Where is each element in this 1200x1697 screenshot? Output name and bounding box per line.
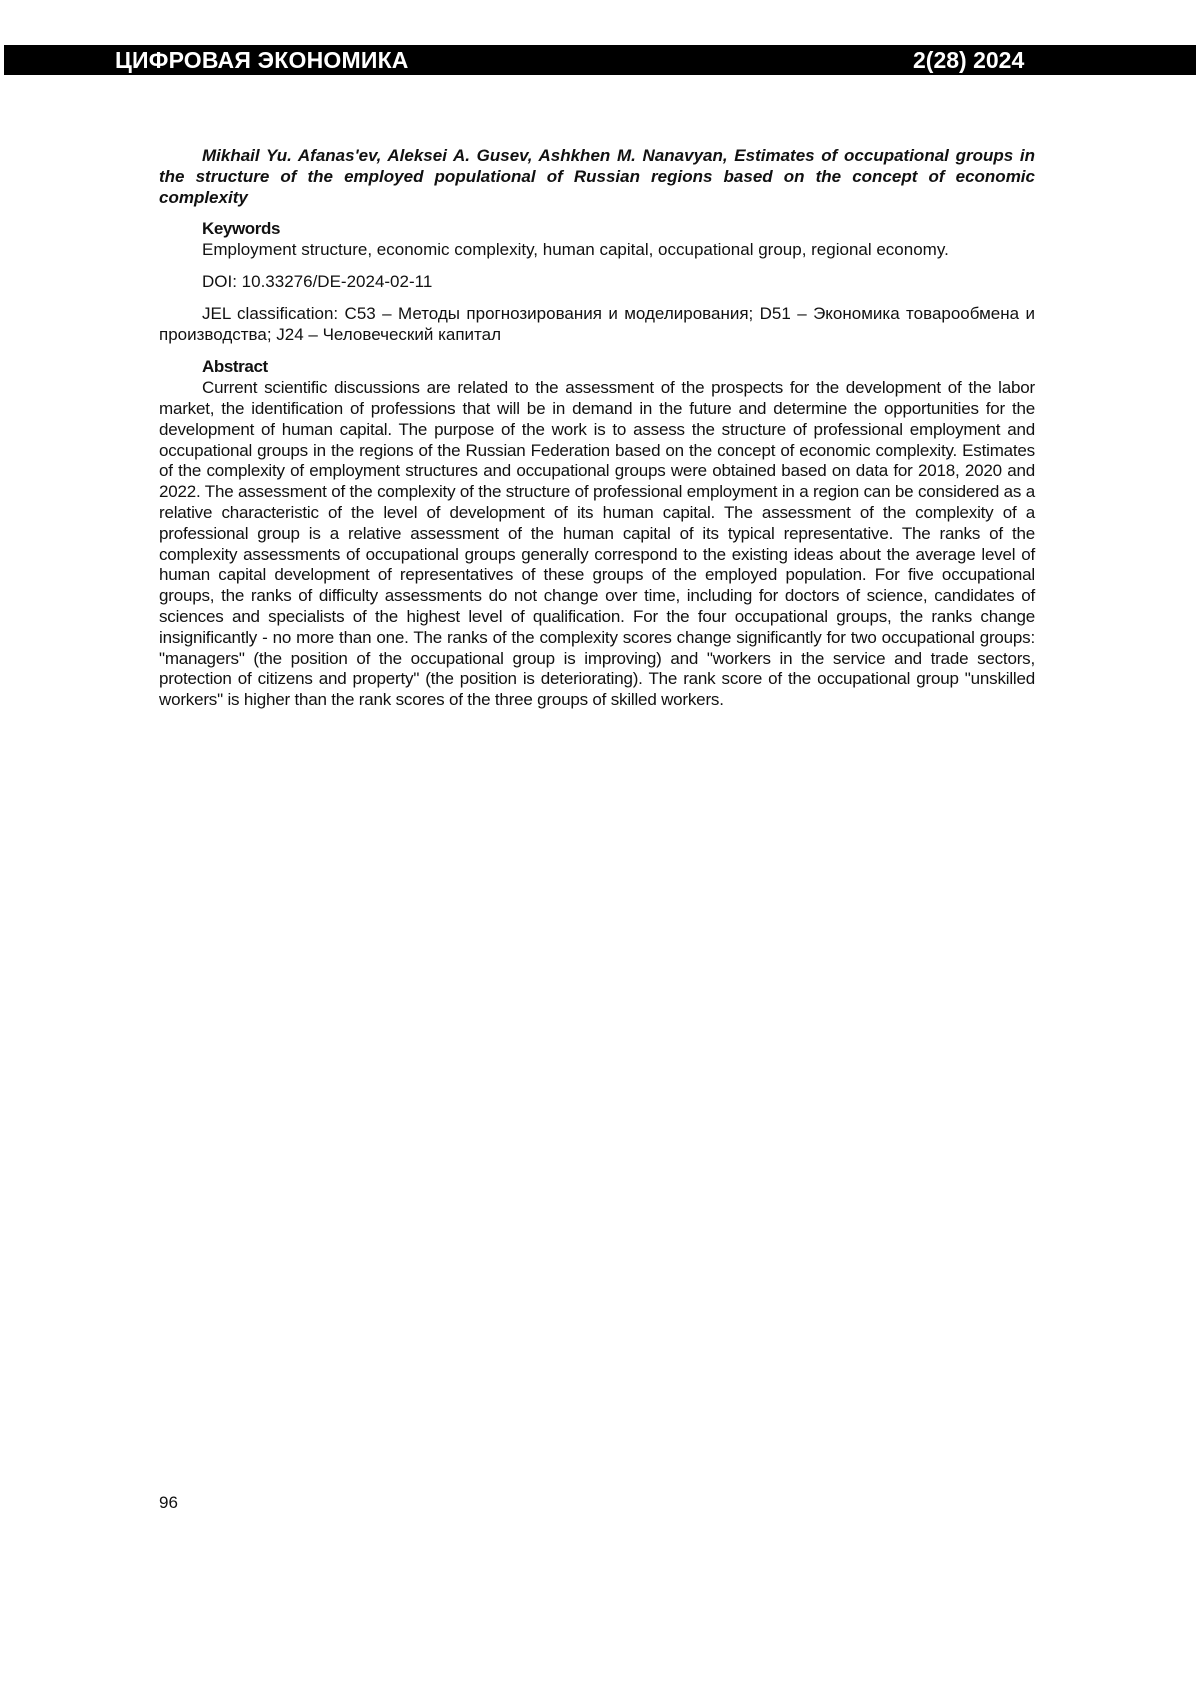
article-content [159,146,1035,711]
issue-number: 2(28) 2024 [913,47,1025,73]
doi-line: DOI: 10.33276/DE-2024-02-11 [202,271,433,291]
journal-header-bar [4,45,1196,75]
page-number: 96 [159,1493,178,1512]
keywords-heading: Keywords [202,219,281,239]
keywords-text: Employment structure, economic complexity, human capital, occupational group, regional economy. [202,240,949,260]
abstract-heading: Abstract [202,357,268,377]
abstract-text: Current scientific discussions are related to the assessment of the prospects for the development of the labor market, the identification of professions that will be in demand in the future and determine the opportunities for the development of human capital. The purpose of the work is to assess the structure of professional employment and occupational groups in the regions of the Russian Federation based on the concept of economic complexity. Estimates of the complexity of employment structures and occupational groups were obtained based on data for 2018, 2020 and 2022. The assessment of the complexity of the structure of professional employment in a region can be considered as a relative characteristic of the level of development of its human capital. The assessment of the complexity of a professional group is a relative assessment of the human capital of its typical representative. The ranks of the complexity assessments of occupational groups generally correspond to the existing ideas about the average level of human capital development of representatives of these groups of the employed population. For five occupational groups, the ranks of difficulty assessments do not change over time, including for doctors of science, candidates of sciences and specialists of the highest level of qualification. For the four occupational groups, the ranks change insignificantly - no more than one. The ranks of the complexity scores change significantly for two occupational groups: "managers" (the position of the occupational group is improving) and "workers in the service and trade sectors, protection of citizens and property" (the position is deteriorating). The rank score of the occupational group "unskilled workers" is higher than the rank scores of the three groups of skilled workers. [159,378,1035,710]
jel-classification: JEL classification: C53 – Методы прогнозирования и моделирования; D51 – Экономика товарообмена и производства; J24 – Человеческий капитал [159,303,1035,344]
journal-title: ЦИФРОВАЯ ЭКОНОМИКА [115,47,409,73]
article-citation: Mikhail Yu. Afanas'ev, Aleksei A. Gusev, Ashkhen M. Nanavyan, Estimates of occupational groups in the structure of the employed populational of Russian regions based on the concept of economic complexity [159,146,1035,207]
